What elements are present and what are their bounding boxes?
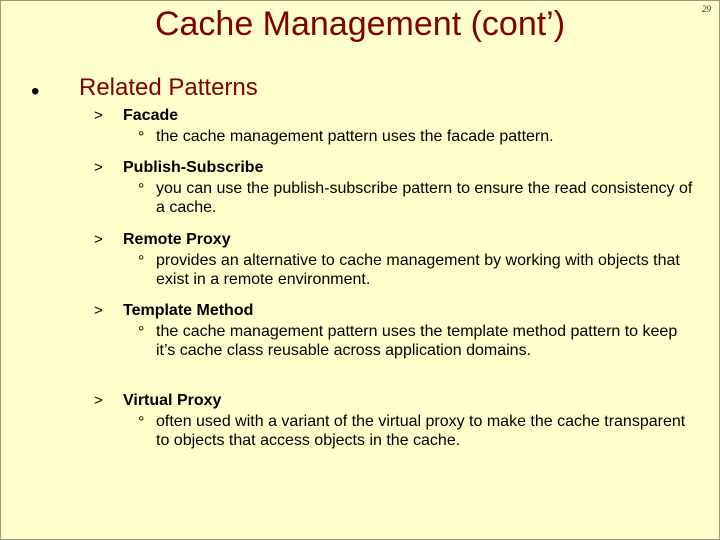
pattern-name: Remote Proxy: [123, 231, 231, 248]
bullet-marker: •: [31, 78, 40, 105]
description-marker: °: [138, 414, 145, 431]
page-number: 29: [702, 4, 711, 14]
sub-bullet-marker: >: [94, 231, 103, 248]
pattern-description: often used with a variant of the virtual proxy to make the cache transparent to objects that access objects in the cache.: [156, 413, 686, 449]
pattern-name: Facade: [123, 107, 179, 124]
description-marker: °: [138, 181, 145, 198]
description-marker: °: [138, 253, 145, 270]
sub-bullet-marker: >: [94, 159, 103, 176]
sub-bullet-marker: >: [94, 392, 103, 409]
description-marker: °: [138, 129, 145, 146]
pattern-description: you can use the publish-subscribe pattern to ensure the read consistency of a cache.: [156, 180, 693, 216]
pattern-name: Template Method: [123, 302, 254, 319]
pattern-description: the cache management pattern uses the template method pattern to keep it’s cache class reusable across application domains.: [156, 323, 678, 359]
pattern-description: the cache management pattern uses the facade pattern.: [156, 128, 554, 145]
slide-title: Cache Management (cont’): [154, 5, 566, 43]
pattern-name: Virtual Proxy: [123, 392, 222, 409]
pattern-description: provides an alternative to cache management by working with objects that exist in a remote environment.: [156, 252, 680, 288]
sub-bullet-marker: >: [94, 107, 103, 124]
pattern-name: Publish-Subscribe: [123, 159, 264, 176]
sub-bullet-marker: >: [94, 302, 103, 319]
description-marker: °: [138, 324, 145, 341]
section-heading: Related Patterns: [79, 74, 258, 101]
